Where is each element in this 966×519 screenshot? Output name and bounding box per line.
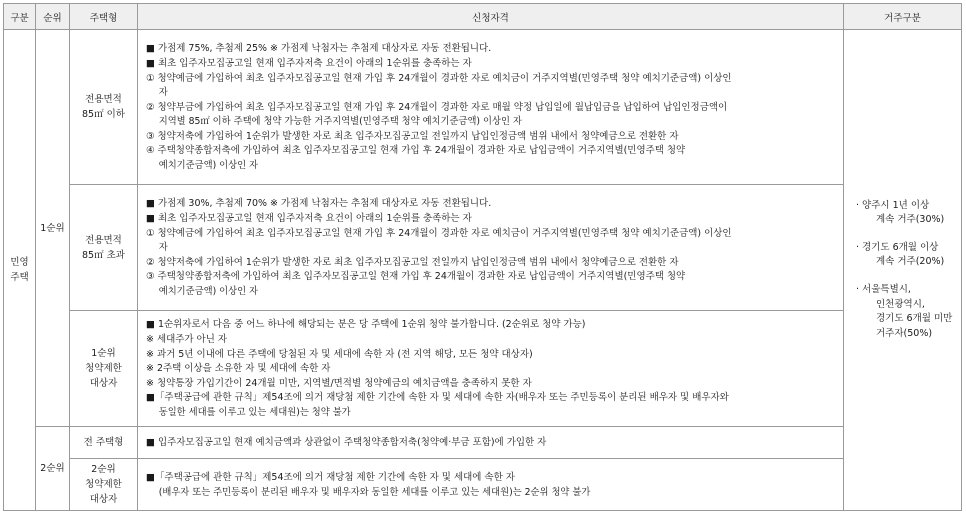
requirements-table: [3, 3, 962, 511]
residence-gyeonggi: · 경기도 6개월 이상 계속 거주(20%): [856, 241, 945, 268]
table-header-row: [4, 4, 962, 30]
residence-metro: · 서울특별시, 인천광역시, 경기도 6개월 미만 거주자(50%): [856, 284, 953, 339]
qualification-all-types: ■ 입주자모집공고일 현재 예치금액과 상관없이 주택청약종합저축(청약예·부금 포함)에 가입한 자: [138, 427, 844, 459]
type-under85: 전용면적 85㎡ 이하: [70, 30, 138, 185]
table-row: [4, 185, 962, 311]
qualification-rank2-restricted: ■「주택공급에 관한 규칙」제54조에 의거 재당첨 제한 기간에 속한 자 및 세대에 속한 자 (배우자 또는 주민등록이 분리된 배우자 및 배우자와 동일한 세대를 이루고 있는 세대원)는 2순위 청약 불가: [138, 459, 844, 511]
type-rank1-restricted: 1순위 청약제한 대상자: [70, 311, 138, 427]
header-housing-type: 주택형: [70, 4, 138, 30]
header-rank: 순위: [36, 4, 70, 30]
header-residence: 거주구분: [844, 4, 962, 30]
category-cell: 민영 주택: [4, 30, 36, 511]
residence-cell: [844, 30, 962, 511]
table-row: [4, 427, 962, 459]
table-row: [4, 311, 962, 427]
type-rank2-restricted: 2순위 청약제한 대상자: [70, 459, 138, 511]
rank1-cell: 1순위: [36, 30, 70, 427]
residence-yangju: · 양주시 1년 이상 계속 거주(30%): [856, 199, 945, 226]
qualification-rank1-restricted: ■ 1순위자로서 다음 중 어느 하나에 해당되는 분은 당 주택에 1순위 청약 불가합니다. (2순위로 청약 가능) ※ 세대주가 아닌 자 ※ 과거 5년 이내에 다른 주택에 당첨된 자 및 세대에 속한 자 (전 지역 해당, 모든 청약 대상자) ※ 2주택 이상을 소유한 자 및 세대에 속한 자 ※ 청약통장 가입기간이 24개월 미만, 지역별/면적별 청약예금의 예치금액을 충족하지 못한 자 ■「주택공급에 관한 규칙」제54조에 의거 재당첨 제한 기간에 속한 자 및 세대에 속한 자(배우자 또는 주민등록이 분리된 배우자 및 배우자와 동일한 세대를 이루고 있는 세대원)는 청약 불가: [138, 311, 844, 427]
qualification-over85: ■ 가점제 30%, 추첨제 70% ※ 가점제 낙첨자는 추첨제 대상자로 자동 전환됩니다. ■ 최초 입주자모집공고일 현재 입주자저축 요건이 아래의 1순위를 충족하는 자 ① 청약예금에 가입하여 최초 입주자모집공고일 현재 가입 후 24개월이 경과한 자로 예치금이 거주지역별(민영주택 청약 예치기준금액) 이상인 자 ② 청약저축에 가입하여 1순위가 발생한 자로 최초 입주자모집공고일 전일까지 납입인정금액 범위 내에서 청약예금으로 전환한 자 ③ 주택청약종합저축에 가입하여 최초 입주자모집공고일 현재 가입 후 24개월이 경과한 자로 납입금액이 거주지역별(민영주택 청약 예치기준금액) 이상인 자: [138, 185, 844, 311]
type-over85: 전용면적 85㎡ 초과: [70, 185, 138, 311]
rank2-cell: 2순위: [36, 427, 70, 511]
header-category: 구분: [4, 4, 36, 30]
qualification-under85: ■ 가점제 75%, 추첨제 25% ※ 가점제 낙첨자는 추첨제 대상자로 자동 전환됩니다. ■ 최초 입주자모집공고일 현재 입주자저축 요건이 아래의 1순위를 충족하는 자 ① 청약예금에 가입하여 최초 입주자모집공고일 현재 가입 후 24개월이 경과한 자로 예치금이 거주지역별(민영주택 청약 예치기준금액) 이상인 자 ② 청약부금에 가입하여 최초 입주자모집공고일 현재 가입 후 24개월이 경과한 자로 매월 약정 납입일에 월납입금을 납입하여 납입인정금액이 지역별 85㎡ 이하 주택에 청약 가능한 거주지역별(민영주택 청약 예치기준금액) 이상인 자 ③ 청약저축에 가입하여 1순위가 발생한 자로 최초 입주자모집공고일 전일까지 납입인정금액 범위 내에서 청약예금으로 전환한 자 ④ 주택청약종합저축에 가입하여 최초 입주자모집공고일 현재 가입 후 24개월이 경과한 자로 납입금액이 거주지역별(민영주택 청약 예치기준금액) 이상인 자: [138, 30, 844, 185]
type-all: 전 주택형: [70, 427, 138, 459]
table-row: [4, 459, 962, 511]
table-row: [4, 30, 962, 185]
header-qualification: 신청자격: [138, 4, 844, 30]
